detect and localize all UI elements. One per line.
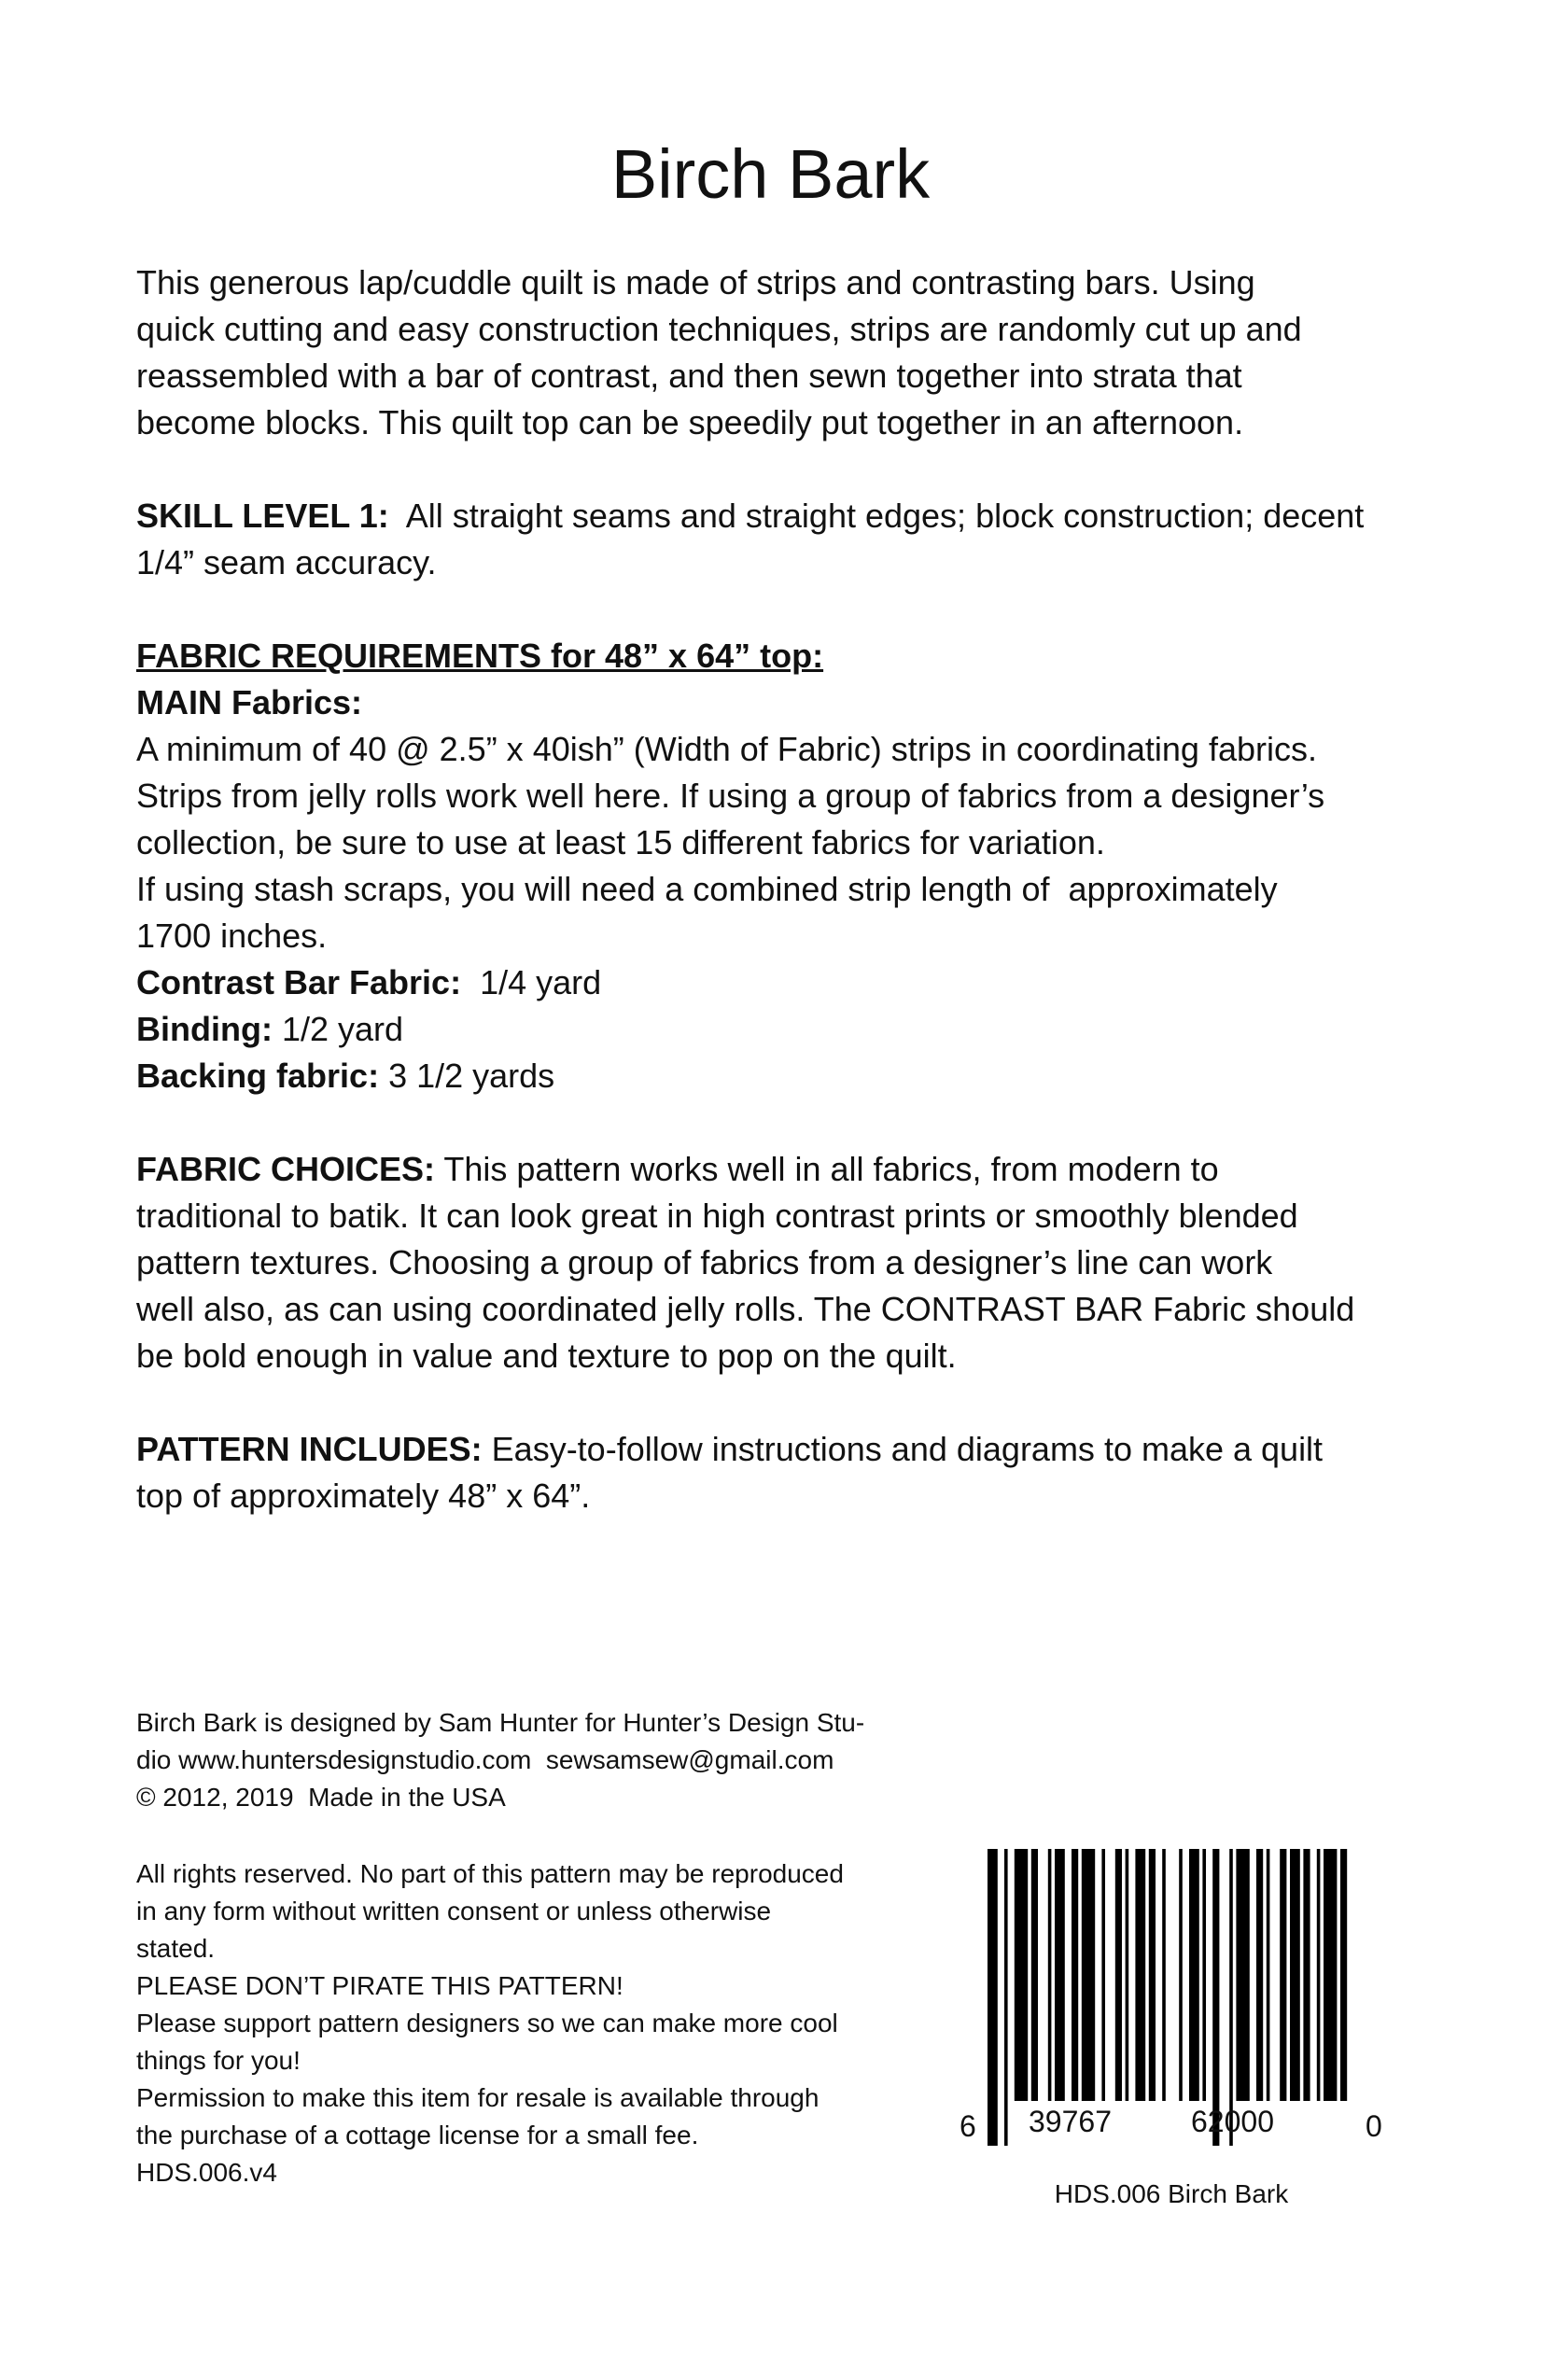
rights-line: things for you! (136, 2046, 301, 2075)
intro-line: quick cutting and easy construction techniques, strips are randomly cut up and (136, 310, 1302, 348)
barcode-bar (1072, 1849, 1078, 2101)
barcode-bar (1303, 1849, 1310, 2101)
credits-block (136, 1704, 958, 1816)
intro-line: This generous lap/cuddle quilt is made of strips and contrasting bars. Using (136, 263, 1255, 301)
fabric-requirements-heading: FABRIC REQUIREMENTS for 48” x 64” top: (136, 637, 824, 675)
intro-line: reassembled with a bar of contrast, and then sewn together into strata that (136, 357, 1242, 395)
barcode-group-right: 62000 (1191, 2105, 1274, 2138)
barcode-bar (1179, 1849, 1183, 2101)
contrast-bar-label: Contrast Bar Fabric: (136, 963, 462, 1001)
barcode-digit-left: 6 (960, 2109, 976, 2143)
pattern-includes-paragraph (136, 1426, 1443, 1519)
backing-value: 3 1/2 yards (379, 1057, 555, 1095)
barcode-bar (1082, 1849, 1095, 2101)
rights-line: Permission to make this item for resale is available through (136, 2083, 820, 2112)
barcode-bar (1324, 1849, 1337, 2101)
rights-line: All rights reserved. No part of this pattern may be reproduced (136, 1859, 844, 1888)
main-fabrics-line: Strips from jelly rolls work well here. If using a group of fabrics from a designer’s (136, 777, 1325, 815)
main-fabrics-label: MAIN Fabrics: (136, 683, 363, 721)
binding-label: Binding: (136, 1010, 273, 1048)
pattern-includes-label: PATTERN INCLUDES: (136, 1430, 483, 1468)
rights-line: in any form without written consent or unless otherwise (136, 1897, 772, 1925)
rights-line: PLEASE DON’T PIRATE THIS PATTERN! (136, 1971, 623, 2000)
barcode-bar (1135, 1849, 1145, 2101)
fabric-choices-line: well also, as can using coordinated jelly rolls. The CONTRAST BAR Fabric should (136, 1290, 1355, 1328)
credits-line: © 2012, 2019 Made in the USA (136, 1783, 506, 1812)
pattern-includes-text: Easy-to-follow instructions and diagrams to make a quilt (482, 1430, 1324, 1468)
rights-block (136, 1855, 958, 2191)
intro-paragraph (136, 259, 1443, 446)
barcode-bar (1229, 1849, 1233, 2146)
barcode-area (952, 1843, 1391, 2245)
barcode-bar (1340, 1849, 1347, 2101)
rights-line: Please support pattern designers so we can make more cool (136, 2009, 838, 2037)
barcode-bar (1280, 1849, 1286, 2101)
fabric-choices-line: pattern textures. Choosing a group of fabrics from a designer’s line can work (136, 1243, 1273, 1281)
skill-level-paragraph (136, 493, 1443, 586)
page-title: Birch Bark (610, 135, 931, 213)
barcode-bar (1126, 1849, 1129, 2101)
barcode-bar (1317, 1849, 1321, 2101)
credits-line: dio www.huntersdesignstudio.com sewsamsew@gmail.com (136, 1745, 834, 1774)
barcode-bar (1267, 1849, 1270, 2101)
fabric-choices-text: This pattern works well in all fabrics, from modern to (435, 1150, 1219, 1188)
barcode-bar (1048, 1849, 1052, 2101)
barcode-bar (1004, 1849, 1008, 2146)
skill-level-label: SKILL LEVEL 1: (136, 497, 389, 535)
skill-level-text: 1/4” seam accuracy. (136, 543, 437, 581)
main-fabrics-line: If using stash scraps, you will need a combined strip length of approximately (136, 870, 1278, 908)
contrast-bar-value: 1/4 yard (461, 963, 602, 1001)
barcode-group-left: 39767 (1029, 2105, 1112, 2138)
rights-line: stated. (136, 1934, 216, 1963)
barcode-bar (1236, 1849, 1249, 2101)
fabric-requirements-section (136, 633, 1443, 1099)
credits-line: Birch Bark is designed by Sam Hunter for Hunter’s Design Stu- (136, 1708, 865, 1737)
barcode-bar (1055, 1849, 1065, 2101)
main-fabrics-line: collection, be sure to use at least 15 different fabrics for variation. (136, 823, 1105, 861)
barcode-bar (1290, 1849, 1300, 2101)
pattern-includes-text: top of approximately 48” x 64”. (136, 1477, 591, 1515)
barcode-icon (984, 1849, 1357, 2148)
barcode-bar (1101, 1849, 1105, 2101)
barcode-bar (1212, 1849, 1219, 2146)
barcode-bar (1115, 1849, 1122, 2101)
backing-label: Backing fabric: (136, 1057, 380, 1095)
barcode-bar (988, 1849, 998, 2146)
rights-line: HDS.006.v4 (136, 2158, 277, 2187)
main-fabrics-line: 1700 inches. (136, 917, 328, 955)
barcode-bar (1202, 1849, 1206, 2101)
rights-line: the purchase of a cottage license for a small fee. (136, 2121, 699, 2149)
barcode-bar (1031, 1849, 1038, 2101)
barcode-bar (1015, 1849, 1028, 2101)
fabric-choices-line: be bold enough in value and texture to pop on the quilt. (136, 1337, 957, 1375)
barcode-caption: HDS.006 Birch Bark (1054, 2179, 1289, 2208)
barcode-digit-right: 0 (1366, 2109, 1382, 2143)
fabric-choices-paragraph (136, 1146, 1443, 1379)
main-fabrics-line: A minimum of 40 @ 2.5” x 40ish” (Width of Fabric) strips in coordinating fabrics. (136, 730, 1317, 768)
barcode-bar (1149, 1849, 1156, 2101)
fabric-choices-line: traditional to batik. It can look great in high contrast prints or smoothly blended (136, 1197, 1298, 1235)
main-content (136, 259, 1443, 1519)
intro-line: become blocks. This quilt top can be speedily put together in an afternoon. (136, 403, 1244, 441)
binding-value: 1/2 yard (272, 1010, 404, 1048)
fabric-choices-label: FABRIC CHOICES: (136, 1150, 436, 1188)
barcode-bar (1162, 1849, 1166, 2101)
skill-level-text: All straight seams and straight edges; block construction; decent (388, 497, 1365, 535)
barcode-bar (1256, 1849, 1263, 2101)
barcode-bar (1189, 1849, 1199, 2101)
